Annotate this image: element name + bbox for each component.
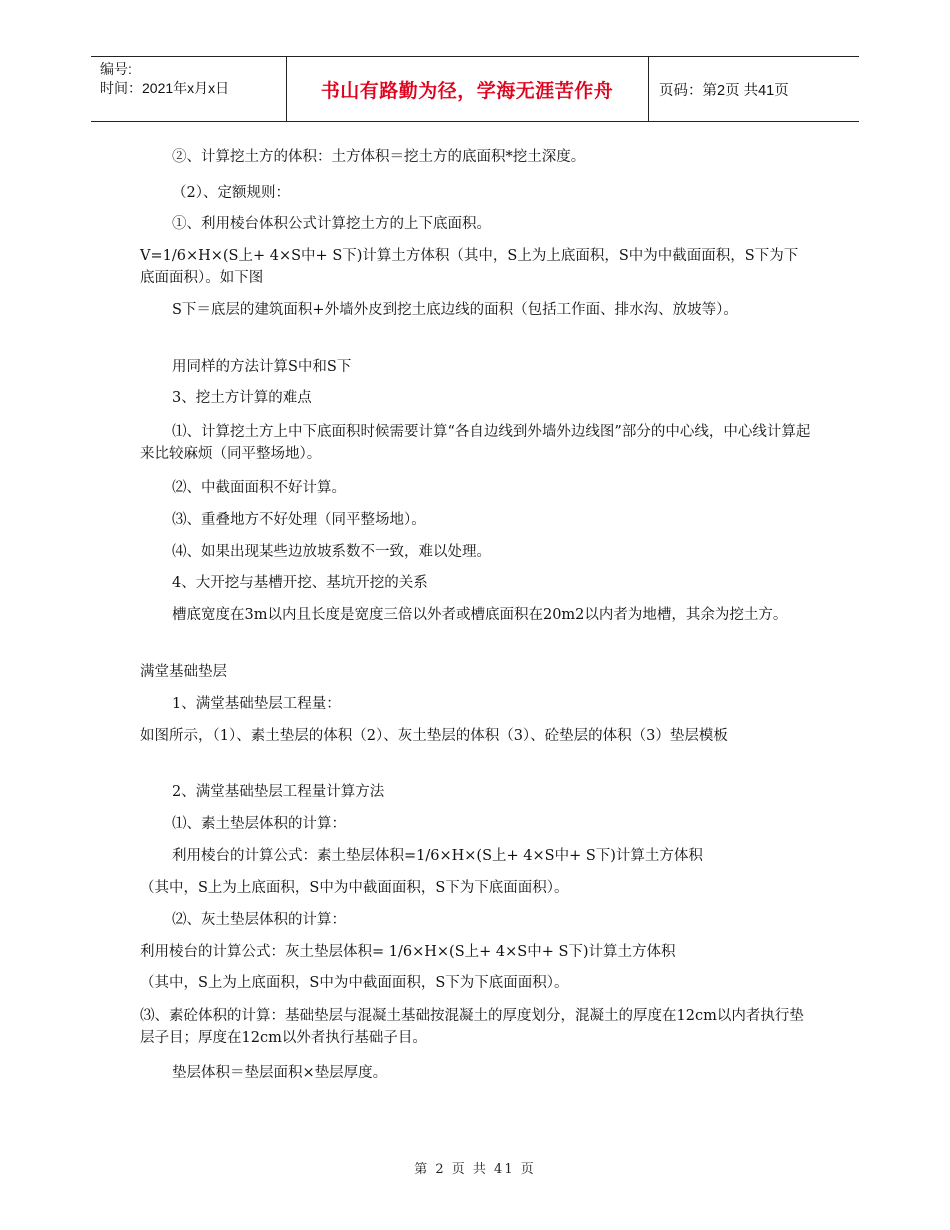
page-footer: 第 2 页 共 41 页 (414, 1162, 536, 1177)
paragraph: 如图所示，（1）、素土垫层的体积（2）、灰土垫层的体积（3）、砼垫层的体积（3）垫层模板 (140, 728, 728, 744)
paragraph: （其中，S上为上底面积，S中为中截面面积，S下为下底面面积）。 (140, 880, 569, 896)
paragraph: ②、计算挖土方的体积：土方体积＝挖土方的底面积*挖土深度。 (172, 149, 586, 165)
section-heading: 满堂基础垫层 (140, 664, 227, 680)
paragraph: （其中，S上为上底面积，S中为中截面面积，S下为下底面面积）。 (140, 975, 569, 991)
paragraph: S下＝底层的建筑面积+外墙外皮到挖土底边线的面积（包括工作面、排水沟、放坡等）。 (172, 302, 738, 318)
paragraph: ⑷、如果出现某些边放坡系数不一致，难以处理。 (172, 544, 491, 560)
paragraph: 槽底宽度在3m以内且长度是宽度三倍以外者或槽底面积在20m2以内者为地槽，其余为挖土方。 (172, 607, 788, 623)
header-meta (100, 60, 229, 98)
paragraph: ⑶、重叠地方不好处理（同平整场地）。 (172, 512, 426, 528)
header-divider (648, 57, 649, 121)
header-page-info: 页码：第2页 共41页 (659, 82, 789, 99)
paragraph: 3、挖土方计算的难点 (172, 390, 312, 406)
paragraph: ⑵、中截面面积不好计算。 (172, 480, 346, 496)
paragraph: V=1/6×H×(S上+ 4×S中+ S下)计算土方体积（其中，S上为上底面积，S中为中截面面积，S下为下底面面积）。如下图 (140, 248, 799, 286)
paragraph: 垫层体积＝垫层面积×垫层厚度。 (172, 1065, 388, 1081)
paragraph: 1、满堂基础垫层工程量： (172, 696, 341, 712)
paragraph: 2、满堂基础垫层工程量计算方法 (172, 784, 385, 800)
paragraph: 利用棱台的计算公式：素土垫层体积=1/6×H×(S上+ 4×S中+ S下)计算土方体积 (172, 848, 703, 864)
paragraph: 利用棱台的计算公式：灰土垫层体积= 1/6×H×(S上+ 4×S中+ S下)计算土方体积 (140, 944, 676, 960)
paragraph: ⑴、素土垫层体积的计算： (172, 816, 346, 832)
paragraph: （2）、定额规则： (172, 185, 290, 201)
paragraph: ①、利用棱台体积公式计算挖土方的上下底面积。 (172, 216, 491, 232)
document-number-label: 编号: (100, 61, 132, 77)
paragraph: 用同样的方法计算S中和S下 (172, 359, 352, 375)
paragraph: ⑵、灰土垫层体积的计算： (172, 912, 346, 928)
paragraph: 4、大开挖与基槽开挖、基坑开挖的关系 (172, 575, 428, 591)
header-motto: 书山有路勤为径，学海无涯苦作舟 (320, 79, 614, 102)
document-header (91, 56, 859, 122)
paragraph: ⑶、素砼体积的计算：基础垫层与混凝土基础按混凝土的厚度划分，混凝土的厚度在12cm以内者执行垫层子目；厚度在12cm以外者执行基础子目。 (140, 1008, 804, 1046)
document-time: 时间：2021年x月x日 (100, 80, 230, 96)
paragraph: ⑴、计算挖土方上中下底面积时候需要计算“各自边线到外墙外边线图”部分的中心线，中心线计算起来比较麻烦（同平整场地）。 (140, 424, 811, 462)
